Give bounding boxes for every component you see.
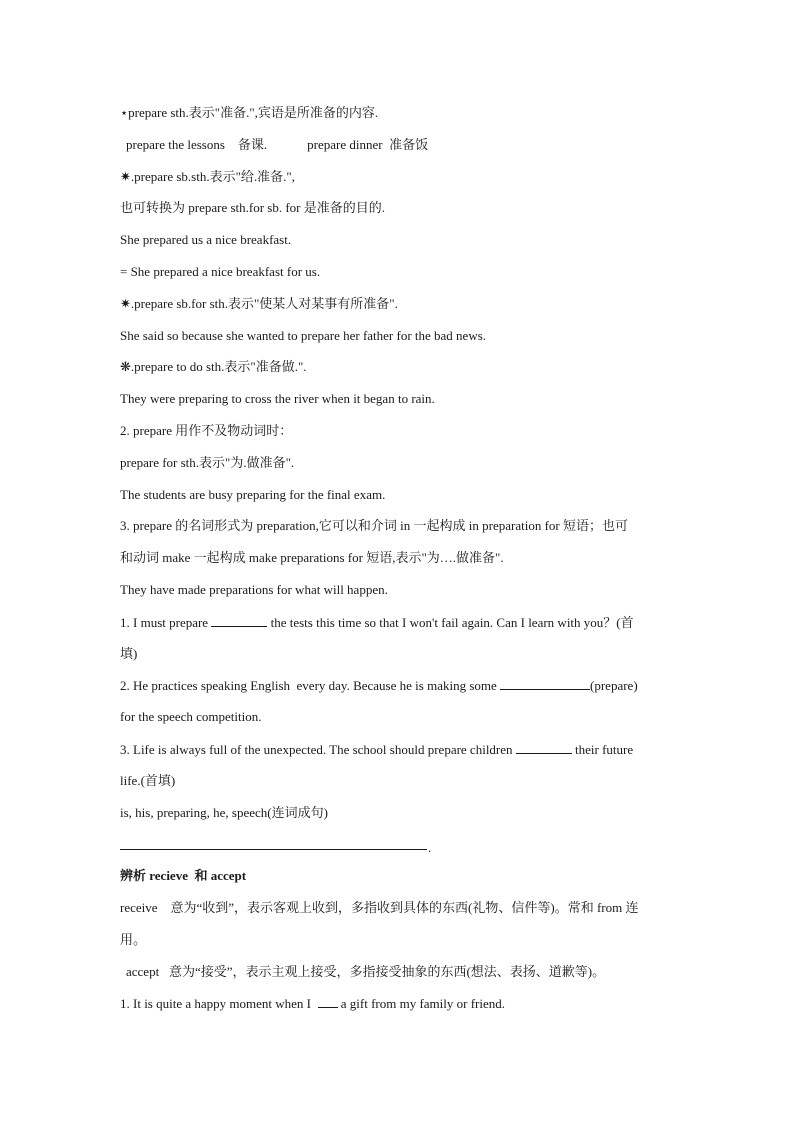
exercise-1 xyxy=(120,614,634,631)
line-example-6 xyxy=(120,487,385,503)
line-example-4 xyxy=(120,328,486,344)
line-accept xyxy=(126,964,605,980)
text: She said so because she wanted to prepare her father for the bad news. xyxy=(120,328,487,343)
line-intransitive xyxy=(120,423,292,439)
exercise-receive-1 xyxy=(120,995,505,1012)
line-noun-form xyxy=(120,518,628,534)
answer-blank[interactable] xyxy=(516,741,572,754)
line-example-2 xyxy=(120,232,291,248)
text: 3. prepare 的名词形式为 preparation,它可以和介词 in 一起构成 in preparation for 短语；也可 xyxy=(120,518,628,533)
line-examples-1 xyxy=(126,137,428,153)
text: life.(首填) xyxy=(120,773,176,788)
text: = She prepared a nice breakfast for us. xyxy=(120,264,321,279)
text: They have made preparations for what will happen. xyxy=(120,582,388,597)
text: 辨析 recieve 和 accept xyxy=(120,868,247,883)
line-prepare-to-do xyxy=(120,359,307,375)
text: for the speech competition. xyxy=(120,709,262,724)
line-example-5 xyxy=(120,391,435,407)
exercise-2-cont xyxy=(120,709,262,725)
text: 2. prepare 用作不及物动词时： xyxy=(120,423,293,438)
text: 2. He practices speaking English every day. Because he is making some xyxy=(120,678,501,693)
answer-line-period: . xyxy=(428,840,432,855)
text: prepare the lessons 备课. xyxy=(126,137,268,152)
text: ✷.prepare sb.for sth.表示"使某人对某事有所准备". xyxy=(120,296,398,311)
answer-line[interactable] xyxy=(120,849,427,850)
text: the tests this time so that I won't fail again. Can I learn with you？(首 xyxy=(267,615,634,630)
exercise-2 xyxy=(120,677,638,694)
text: accept 意为“接受”，表示主观上接受，多指接受抽象的东西(想法、表扬、道歉等)。 xyxy=(126,964,606,979)
text: They were preparing to cross the river when it began to rain. xyxy=(120,391,435,406)
text: prepare dinner 准备饭 xyxy=(307,137,429,152)
section-heading xyxy=(120,868,246,884)
exercise-1-cont xyxy=(120,646,137,662)
line-example-7 xyxy=(120,582,388,598)
answer-blank[interactable] xyxy=(500,677,590,690)
line-convert xyxy=(120,200,385,216)
text: (prepare) xyxy=(590,678,638,693)
text: a gift from my family or friend. xyxy=(337,996,506,1011)
line-prepare-sth xyxy=(120,105,378,121)
text: 和动词 make 一起构成 make preparations for 短语,表示"为….做准备". xyxy=(120,550,504,565)
text: 填) xyxy=(120,646,138,661)
text: is, his, preparing, he, speech(连词成句) xyxy=(120,805,328,820)
text: ❋.prepare to do sth.表示"准备做.". xyxy=(120,359,307,374)
line-example-3 xyxy=(120,264,320,280)
answer-blank[interactable] xyxy=(211,614,267,627)
answer-blank[interactable] xyxy=(318,995,338,1008)
line-noun-form-cont xyxy=(120,550,504,566)
text: 1. It is quite a happy moment when I xyxy=(120,996,318,1011)
text: ✷.prepare sb.sth.表示"给.准备.", xyxy=(120,169,295,184)
text: 用。 xyxy=(120,932,147,947)
exercise-3 xyxy=(120,741,633,758)
line-prepare-for xyxy=(120,455,294,471)
line-receive xyxy=(120,900,639,916)
text: 3. Life is always full of the unexpected. The school should prepare children xyxy=(120,742,516,757)
text: receive 意为“收到”，表示客观上收到，多指收到具体的东西(礼物、信件等)。常和 from 连 xyxy=(120,900,639,915)
exercise-3-cont xyxy=(120,773,175,789)
text: 1. I must prepare xyxy=(120,615,212,630)
text: 也可转换为 prepare sth.for sb. for 是准备的目的. xyxy=(120,200,386,215)
text: ⋆prepare sth.表示"准备.",宾语是所准备的内容. xyxy=(120,105,379,120)
exercise-4 xyxy=(120,805,328,821)
line-receive-cont xyxy=(120,932,146,948)
text: prepare for sth.表示"为.做准备". xyxy=(120,455,295,470)
text: their future xyxy=(571,742,634,757)
text: The students are busy preparing for the final exam. xyxy=(120,487,386,502)
text: She prepared us a nice breakfast. xyxy=(120,232,292,247)
line-prepare-sb-sth xyxy=(120,169,295,185)
line-prepare-sb-for xyxy=(120,296,398,312)
